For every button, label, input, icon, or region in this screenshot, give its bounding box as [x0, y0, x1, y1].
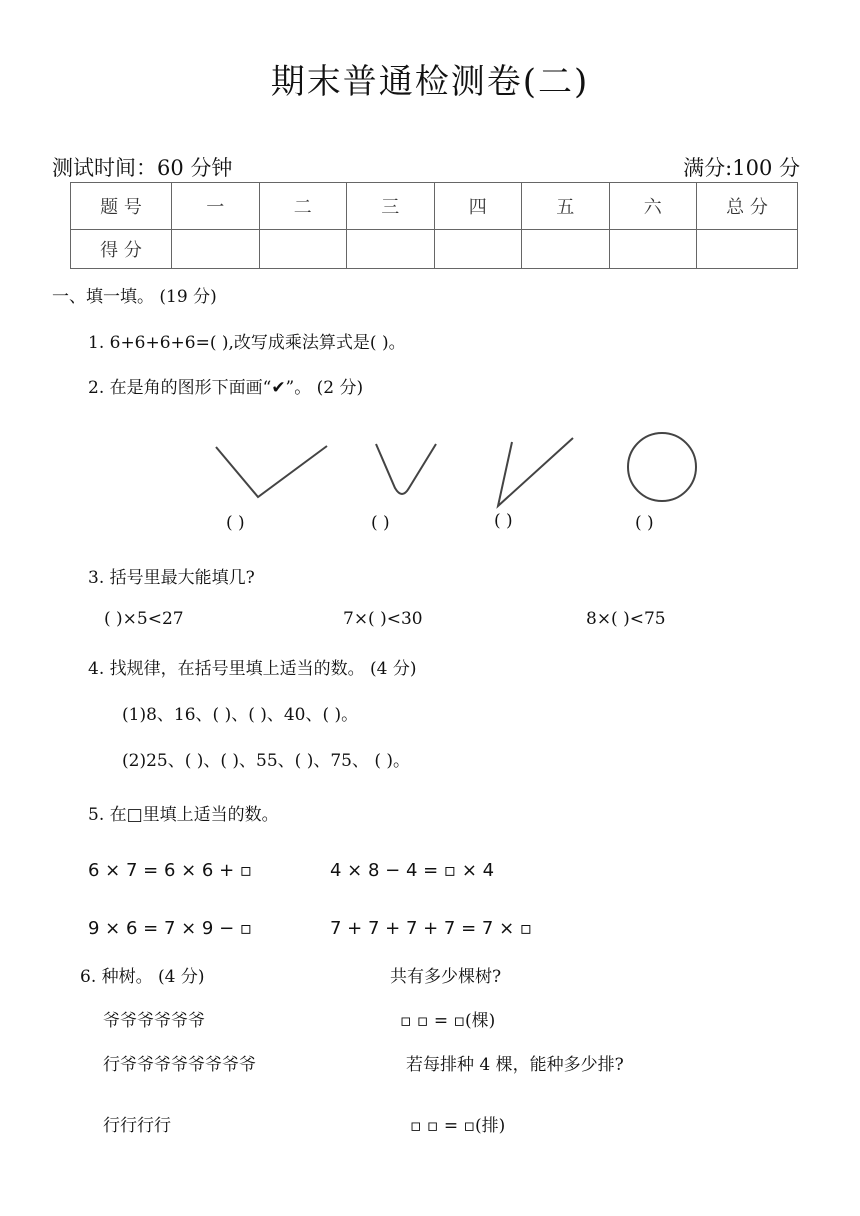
table-header-cell: 六	[609, 183, 697, 230]
angle-figure-1	[216, 446, 327, 497]
q4-sequence-2[interactable]: (2)25、( )、( )、55、( )、75、 ( )。	[122, 751, 411, 771]
score-table-header-row	[71, 183, 798, 230]
question-3: 3. 括号里最大能填几?	[88, 568, 255, 588]
answer-paren[interactable]: ( )	[635, 513, 654, 533]
score-cell[interactable]	[697, 230, 798, 269]
q4-sequence-1[interactable]: (1)8、16、( )、( )、40、( )。	[122, 705, 359, 725]
q5-equation[interactable]: 7 + 7 + 7 + 7 = 7 × ▫	[330, 918, 533, 939]
full-score: 满分:100 分	[683, 156, 800, 180]
q5-equation[interactable]: 9 × 6 = 7 × 9 − ▫	[88, 918, 253, 939]
answer-paren[interactable]: ( )	[494, 511, 513, 531]
question-6: 6. 种树。 (4 分)	[80, 967, 205, 987]
table-header-cell: 一	[172, 183, 260, 230]
table-header-cell: 三	[347, 183, 435, 230]
score-table	[70, 182, 798, 269]
table-header-cell: 题 号	[71, 183, 172, 230]
score-cell[interactable]	[172, 230, 260, 269]
angle-figure-2	[376, 444, 436, 494]
score-cell[interactable]	[434, 230, 522, 269]
q3-item[interactable]: 7×( )<30	[343, 609, 423, 629]
answer-paren[interactable]: ( )	[226, 513, 245, 533]
q6-question-rows: 若每排种 4 棵，能种多少排?	[406, 1055, 624, 1075]
q3-item[interactable]: 8×( )<75	[586, 609, 666, 629]
score-cell[interactable]	[609, 230, 697, 269]
tree-row-1: 爷爷爷爷爷爷	[103, 1011, 205, 1031]
page-title: 期末普通检测卷(二)	[270, 62, 590, 102]
question-2: 2. 在是角的图形下面画“✔”。 (2 分)	[88, 378, 364, 398]
answer-paren[interactable]: ( )	[371, 513, 390, 533]
table-header-cell: 四	[434, 183, 522, 230]
q6-answer-total[interactable]: ▫ ▫ = ▫(棵)	[400, 1011, 496, 1031]
q5-equation[interactable]: 4 × 8 − 4 = ▫ × 4	[330, 860, 495, 881]
score-table-score-row	[71, 230, 798, 269]
question-4: 4. 找规律，在括号里填上适当的数。 (4 分)	[88, 659, 417, 679]
angle-figure-3	[498, 438, 573, 506]
question-5: 5. 在□里填上适当的数。	[88, 805, 279, 825]
angle-figures	[200, 420, 720, 520]
q3-item[interactable]: ( )×5<27	[104, 609, 184, 629]
score-cell[interactable]	[347, 230, 435, 269]
tree-row-2: 行爷爷爷爷爷爷爷爷	[103, 1055, 256, 1075]
circle-figure	[628, 433, 696, 501]
q6-answer-rows[interactable]: ▫ ▫ = ▫(排)	[410, 1116, 506, 1136]
score-cell[interactable]	[259, 230, 347, 269]
section-heading: 一、填一填。 (19 分)	[52, 287, 217, 307]
question-1: 1. 6+6+6+6=( ),改写成乘法算式是( )。	[88, 333, 406, 353]
table-row-label: 得 分	[71, 230, 172, 269]
table-header-cell: 总 分	[697, 183, 798, 230]
q6-question-total: 共有多少棵树?	[390, 967, 502, 987]
test-time: 测试时间：60 分钟	[52, 156, 233, 180]
table-header-cell: 五	[522, 183, 610, 230]
table-header-cell: 二	[259, 183, 347, 230]
tree-row-3: 行行行行	[103, 1116, 171, 1136]
score-cell[interactable]	[522, 230, 610, 269]
q5-equation[interactable]: 6 × 7 = 6 × 6 + ▫	[88, 860, 253, 881]
